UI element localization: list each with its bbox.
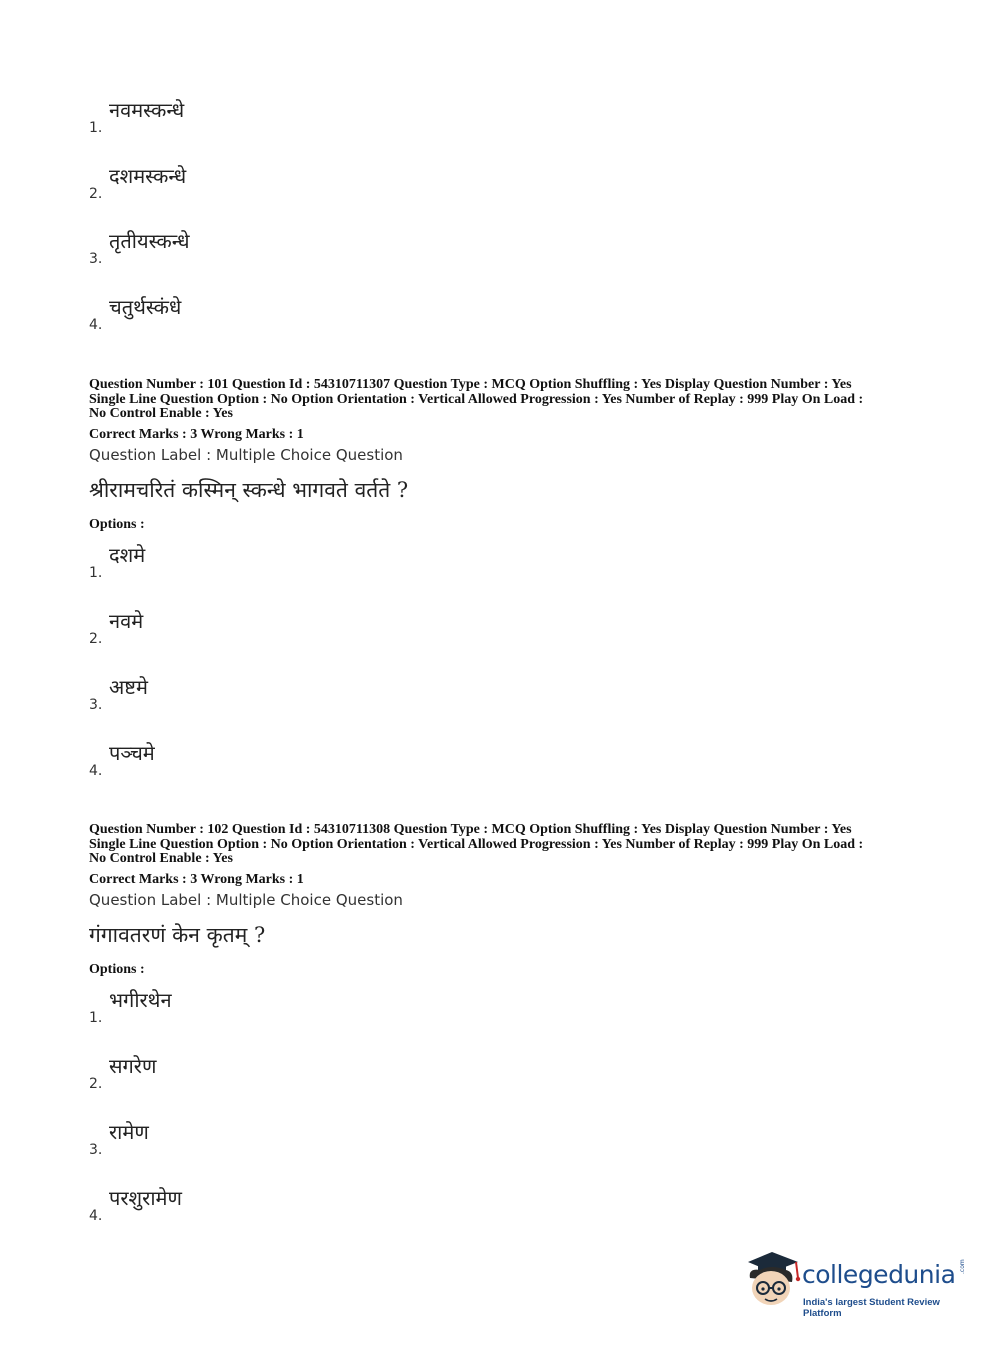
option-item bbox=[89, 673, 489, 713]
question-label: Question Label : Multiple Choice Question bbox=[89, 446, 403, 464]
option-number: 1. bbox=[89, 565, 103, 581]
option-text: नवमे bbox=[109, 609, 144, 633]
option-text: चतुर्थस्कंधे bbox=[109, 295, 182, 319]
logo-wordmark: collegedunia bbox=[802, 1260, 956, 1289]
question-meta bbox=[89, 378, 919, 422]
option-item bbox=[89, 607, 489, 647]
question-meta bbox=[89, 823, 919, 867]
option-text: दशमे bbox=[109, 543, 146, 567]
option-text: दशमस्कन्धे bbox=[109, 164, 187, 188]
option-item bbox=[89, 1118, 489, 1158]
option-text: पञ्चमे bbox=[109, 741, 155, 765]
option-number: 4. bbox=[89, 317, 103, 333]
option-text: परशुरामेण bbox=[109, 1186, 182, 1210]
question-marks: Correct Marks : 3 Wrong Marks : 1 bbox=[89, 872, 304, 887]
meta-line: No Control Enable : Yes bbox=[89, 406, 233, 421]
option-item bbox=[89, 986, 489, 1026]
options-heading: Options : bbox=[89, 517, 145, 532]
option-text: अष्टमे bbox=[109, 675, 148, 699]
logo-tagline: India's largest Student Review Platform bbox=[803, 1297, 940, 1319]
option-item bbox=[89, 1052, 489, 1092]
mascot-icon bbox=[742, 1248, 804, 1314]
option-number: 4. bbox=[89, 1208, 103, 1224]
option-text: रामेण bbox=[109, 1120, 149, 1144]
meta-line: Question Number : 102 Question Id : 54310711308 Question Type : MCQ Option Shuffling : Yes Display Question Number : Yes bbox=[89, 822, 852, 837]
options-heading: Options : bbox=[89, 962, 145, 977]
option-number: 1. bbox=[89, 1010, 103, 1026]
option-number: 1. bbox=[89, 120, 103, 136]
meta-line: Single Line Question Option : No Option Orientation : Vertical Allowed Progression : Yes Number of Replay : 999 Play On Load : bbox=[89, 391, 864, 407]
meta-line: Single Line Question Option : No Option Orientation : Vertical Allowed Progression : Yes Number of Replay : 999 Play On Load : bbox=[89, 836, 864, 852]
option-text: सगरेण bbox=[109, 1054, 157, 1078]
option-item bbox=[89, 227, 489, 267]
meta-line: No Control Enable : Yes bbox=[89, 851, 233, 866]
option-item bbox=[89, 739, 489, 779]
option-text: भगीरथेन bbox=[109, 988, 172, 1012]
option-text: नवमस्कन्धे bbox=[109, 98, 185, 122]
option-number: 2. bbox=[89, 631, 103, 647]
logo-dotcom: .com bbox=[959, 1259, 966, 1274]
collegedunia-logo bbox=[742, 1248, 972, 1318]
option-number: 3. bbox=[89, 251, 103, 267]
option-item bbox=[89, 541, 489, 581]
option-item bbox=[89, 96, 489, 136]
option-text: तृतीयस्कन्धे bbox=[109, 229, 190, 253]
meta-line: Question Number : 101 Question Id : 54310711307 Question Type : MCQ Option Shuffling : Yes Display Question Number : Yes bbox=[89, 377, 852, 392]
question-text: गंगावतरणं केन कृतम् ? bbox=[89, 923, 266, 947]
option-number: 2. bbox=[89, 1076, 103, 1092]
option-item bbox=[89, 162, 489, 202]
option-item bbox=[89, 293, 489, 333]
option-number: 3. bbox=[89, 697, 103, 713]
option-number: 2. bbox=[89, 186, 103, 202]
option-number: 4. bbox=[89, 763, 103, 779]
question-marks: Correct Marks : 3 Wrong Marks : 1 bbox=[89, 427, 304, 442]
option-number: 3. bbox=[89, 1142, 103, 1158]
option-item bbox=[89, 1184, 489, 1224]
question-label: Question Label : Multiple Choice Question bbox=[89, 891, 403, 909]
question-text: श्रीरामचरितं कस्मिन् स्कन्धे भागवते वर्तते ? bbox=[89, 478, 409, 502]
